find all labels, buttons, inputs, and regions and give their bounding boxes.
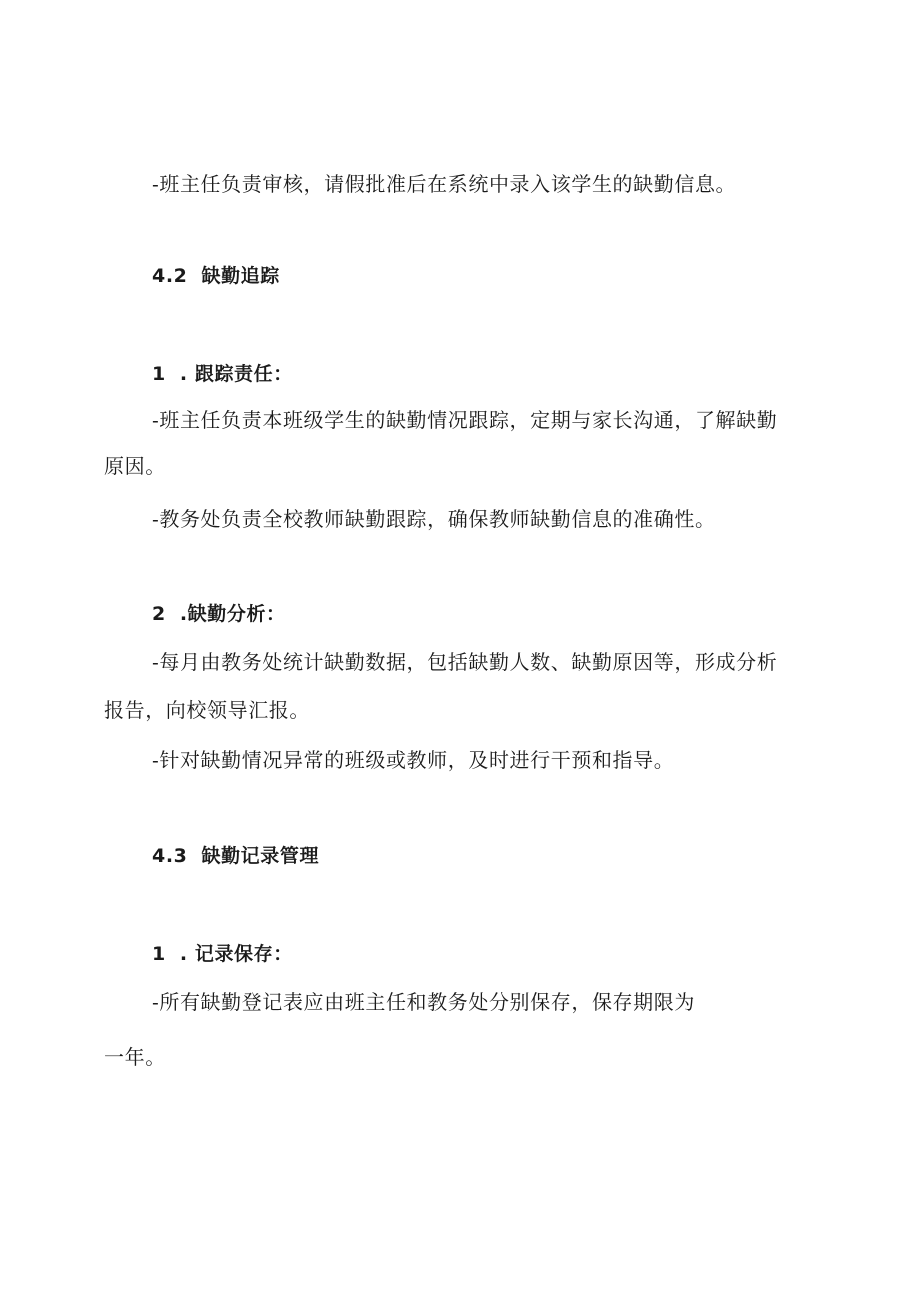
paragraph-retention-line1: -所有缺勤登记表应由班主任和教务处分别保存，保存期限为 bbox=[152, 990, 695, 1014]
item-number: 2 bbox=[152, 603, 166, 625]
item-heading-tracking-responsibility bbox=[152, 360, 293, 388]
section-title: 缺勤记录管理 bbox=[201, 845, 320, 867]
paragraph-monthly-stats-line1: -每月由教务处统计缺勤数据，包括缺勤人数、缺勤原因等，形成分析 bbox=[152, 650, 778, 674]
paragraph-class-tracking-line2: 原因。 bbox=[104, 454, 166, 478]
item-heading-absence-analysis bbox=[152, 600, 286, 628]
section-title: 缺勤追踪 bbox=[201, 265, 280, 287]
item-label: . 记录保存： bbox=[179, 943, 293, 965]
item-number: 1 bbox=[152, 943, 166, 965]
paragraph-retention-line2: 一年。 bbox=[104, 1045, 166, 1069]
paragraph-approval: -班主任负责审核，请假批准后在系统中录入该学生的缺勤信息。 bbox=[152, 172, 737, 196]
paragraph-monthly-stats-line2: 报告，向校领导汇报。 bbox=[104, 698, 310, 722]
item-label: .缺勤分析： bbox=[179, 603, 286, 625]
paragraph-teacher-tracking: -教务处负责全校教师缺勤跟踪，确保教师缺勤信息的准确性。 bbox=[152, 507, 716, 531]
section-heading-4-2 bbox=[152, 262, 280, 290]
item-number: 1 bbox=[152, 363, 166, 385]
section-heading-4-3 bbox=[152, 842, 319, 870]
paragraph-class-tracking-line1: -班主任负责本班级学生的缺勤情况跟踪，定期与家长沟通，了解缺勤 bbox=[152, 408, 778, 432]
paragraph-intervention: -针对缺勤情况异常的班级或教师，及时进行干预和指导。 bbox=[152, 748, 675, 772]
item-label: . 跟踪责任： bbox=[179, 363, 293, 385]
section-number: 4.2 bbox=[152, 265, 188, 287]
item-heading-record-keeping bbox=[152, 940, 293, 968]
section-number: 4.3 bbox=[152, 845, 188, 867]
